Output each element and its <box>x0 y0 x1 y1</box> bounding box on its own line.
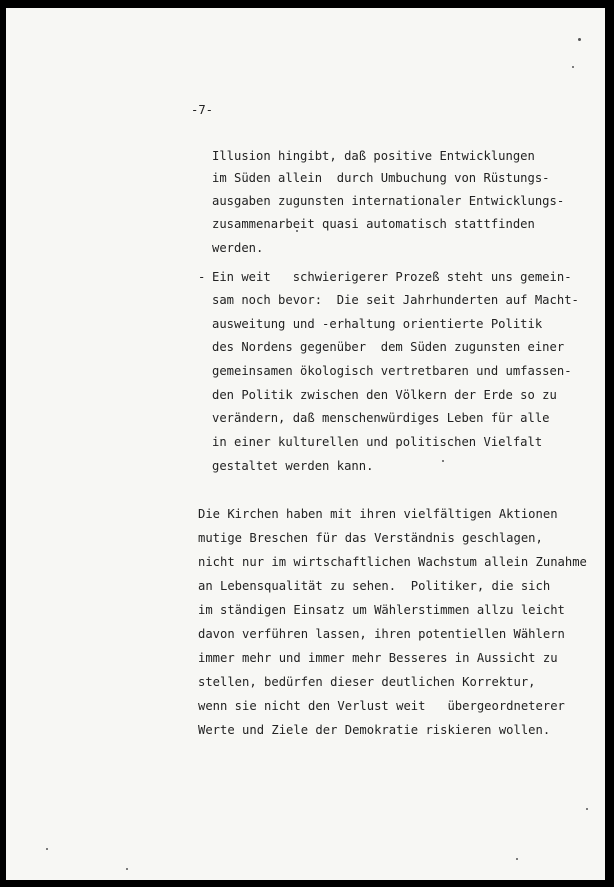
scan-speck <box>572 66 574 68</box>
paragraph3-line-6: davon verführen lassen, ihren potentiellen Wählern <box>198 627 565 641</box>
page-number: -7- <box>191 103 214 117</box>
paragraph2-line-3: ausweitung und -erhaltung orientierte Politik <box>212 317 543 331</box>
paragraph3-line-8: stellen, bedürfen dieser deutlichen Korrektur, <box>198 675 536 689</box>
scan-speck <box>46 848 48 850</box>
scan-speck <box>516 858 518 860</box>
document-page <box>6 8 605 880</box>
paragraph1-line-5: werden. <box>212 241 264 255</box>
paragraph3-line-10: Werte und Ziele der Demokratie riskieren wollen. <box>198 723 551 737</box>
paragraph2-line-2: sam noch bevor: Die seit Jahrhunderten auf Macht- <box>212 293 579 307</box>
paragraph1-line-1: Illusion hingibt, daß positive Entwicklungen <box>212 149 535 163</box>
paragraph2-line-8: in einer kulturellen und politischen Vielfalt <box>212 435 543 449</box>
scan-speck <box>126 868 128 870</box>
paragraph3-line-1: Die Kirchen haben mit ihren vielfältigen Aktionen <box>198 507 558 521</box>
paragraph1-line-4: zusammenarbeit quasi automatisch stattfinden <box>212 217 535 231</box>
paragraph2-line-1: Ein weit schwierigerer Prozeß steht uns gemein- <box>212 270 572 284</box>
paragraph3-line-3: nicht nur im wirtschaftlichen Wachstum allein Zunahme <box>198 555 587 569</box>
paragraph2-line-6: den Politik zwischen den Völkern der Erde so zu <box>212 388 557 402</box>
paragraph2-line-5: gemeinsamen ökologisch vertretbaren und umfassen- <box>212 364 572 378</box>
paragraph2-line-7: verändern, daß menschenwürdiges Leben für alle <box>212 411 550 425</box>
paragraph1-line-3: ausgaben zugunsten internationaler Entwicklungs- <box>212 194 565 208</box>
scan-speck <box>586 808 588 810</box>
paragraph3-line-4: an Lebensqualität zu sehen. Politiker, die sich <box>198 579 551 593</box>
paragraph2-line-4: des Nordens gegenüber dem Süden zugunsten einer <box>212 340 565 354</box>
paragraph3-line-2: mutige Breschen für das Verständnis geschlagen, <box>198 531 543 545</box>
paragraph3-line-5: im ständigen Einsatz um Wählerstimmen allzu leicht <box>198 603 565 617</box>
paragraph3-line-9: wenn sie nicht den Verlust weit übergeordneterer <box>198 699 565 713</box>
paragraph1-line-2: im Süden allein durch Umbuchung von Rüstungs- <box>212 171 550 185</box>
bullet-marker: - <box>198 270 206 284</box>
paragraph2-line-9: gestaltet werden kann. <box>212 459 374 473</box>
scan-speck <box>442 460 444 462</box>
scan-speck <box>578 38 581 41</box>
paragraph3-line-7: immer mehr und immer mehr Besseres in Aussicht zu <box>198 651 558 665</box>
